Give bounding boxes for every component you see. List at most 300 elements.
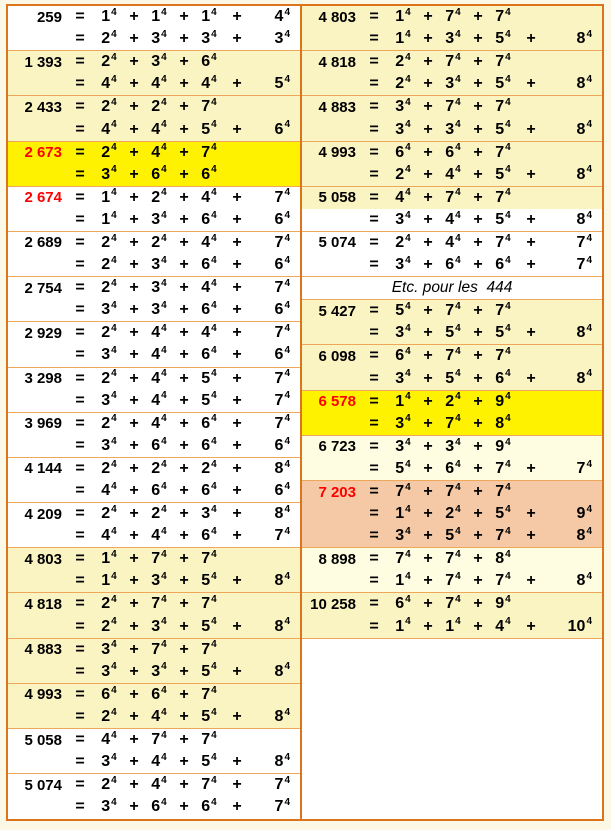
power-term (194, 776, 224, 794)
equals-sign: = (369, 75, 379, 93)
term-base: 3 (151, 53, 161, 71)
term-base: 4 (201, 233, 211, 251)
equals-sign: = (75, 505, 85, 523)
power-term (388, 256, 418, 274)
equals-sign: = (75, 233, 85, 251)
exponent: 4 (111, 97, 117, 109)
power-term (144, 301, 174, 319)
power-term (388, 415, 418, 433)
number-label: 4 883 (318, 98, 356, 116)
number-group (8, 96, 300, 141)
power-term (250, 776, 300, 794)
term-base: 2 (101, 459, 111, 477)
exponent: 4 (161, 97, 167, 109)
power-term (438, 347, 468, 365)
exponent: 4 (405, 458, 411, 470)
term-base: 7 (151, 550, 161, 568)
power-term (144, 279, 174, 297)
equation-line (302, 118, 602, 140)
term-base: 3 (445, 75, 455, 93)
number-group (8, 187, 300, 232)
exponent: 4 (455, 119, 461, 131)
equation-line (8, 322, 300, 344)
term-base: 4 (151, 143, 161, 161)
plus-sign: + (129, 550, 139, 568)
term-base: 4 (495, 617, 505, 635)
exponent: 4 (161, 28, 167, 40)
equation-line (8, 435, 300, 457)
plus-sign: + (473, 347, 483, 365)
number-label: 5 074 (24, 776, 62, 794)
plus-sign: + (179, 279, 189, 297)
plus-sign: + (179, 414, 189, 432)
exponent: 4 (111, 187, 117, 199)
exponent: 4 (111, 729, 117, 741)
equals-sign: = (75, 30, 85, 48)
plus-sign: + (129, 369, 139, 387)
exponent: 4 (111, 706, 117, 718)
plus-sign: + (473, 437, 483, 455)
term-base: 7 (201, 143, 211, 161)
power-term (144, 731, 174, 749)
term-base: 5 (445, 369, 455, 387)
equation-line (302, 593, 602, 615)
term-base: 3 (101, 798, 111, 816)
power-term (488, 144, 518, 162)
exponent: 4 (111, 594, 117, 606)
power-term (94, 211, 124, 229)
term-base: 2 (101, 505, 111, 523)
power-term (388, 527, 418, 545)
term-base: 7 (445, 572, 455, 590)
term-base: 5 (495, 505, 505, 523)
exponent: 4 (284, 119, 290, 131)
equation-line (8, 390, 300, 412)
plus-sign: + (179, 436, 189, 454)
power-term (144, 392, 174, 410)
power-term (544, 234, 602, 252)
term-base: 1 (395, 572, 405, 590)
power-term (438, 144, 468, 162)
power-term (388, 460, 418, 478)
term-base: 3 (151, 301, 161, 319)
fourth-powers-table (6, 4, 604, 821)
plus-sign: + (423, 8, 433, 26)
plus-sign: + (179, 595, 189, 613)
power-term (438, 53, 468, 71)
plus-sign: + (129, 505, 139, 523)
exponent: 4 (455, 571, 461, 583)
term-base: 7 (495, 572, 505, 590)
plus-sign: + (179, 165, 189, 183)
power-term (544, 211, 602, 229)
power-term (94, 301, 124, 319)
term-base: 4 (445, 210, 455, 228)
power-term (144, 121, 174, 139)
power-term (144, 189, 174, 207)
power-term (94, 731, 124, 749)
term-base: 4 (201, 75, 211, 93)
equals-sign: = (369, 210, 379, 228)
term-base: 8 (576, 324, 586, 342)
number-label: 6 723 (318, 438, 356, 456)
power-term (488, 166, 518, 184)
term-base: 7 (495, 143, 505, 161)
power-term (488, 438, 518, 456)
power-term (194, 144, 224, 162)
plus-sign: + (526, 210, 536, 228)
power-term (94, 527, 124, 545)
number-label: 5 058 (318, 189, 356, 207)
exponent: 4 (284, 413, 290, 425)
power-term (388, 618, 418, 636)
exponent: 4 (505, 51, 511, 63)
term-base: 7 (151, 731, 161, 749)
exponent: 4 (211, 164, 217, 176)
exponent: 4 (505, 458, 511, 470)
power-term (144, 346, 174, 364)
exponent: 4 (161, 706, 167, 718)
equals-sign: = (75, 391, 85, 409)
plus-sign: + (129, 120, 139, 138)
power-term (250, 460, 300, 478)
plus-sign: + (423, 324, 433, 342)
term-base: 3 (151, 256, 161, 274)
term-base: 5 (495, 165, 505, 183)
exponent: 4 (505, 187, 511, 199)
power-term (388, 302, 418, 320)
term-base: 5 (201, 662, 211, 680)
plus-sign: + (129, 776, 139, 794)
equals-sign: = (75, 753, 85, 771)
number-group (302, 481, 602, 548)
power-term (250, 8, 300, 26)
exponent: 4 (211, 525, 217, 537)
term-base: 3 (395, 120, 405, 138)
power-term (388, 572, 418, 590)
exponent: 4 (211, 97, 217, 109)
power-term (144, 708, 174, 726)
equals-sign: = (75, 707, 85, 725)
number-label: 2 689 (24, 234, 62, 252)
power-term (144, 166, 174, 184)
number-label: 6 578 (318, 393, 356, 411)
empty-area (302, 639, 602, 819)
plus-sign: + (179, 120, 189, 138)
exponent: 4 (211, 119, 217, 131)
plus-sign: + (473, 98, 483, 116)
plus-sign: + (473, 210, 483, 228)
term-base: 2 (151, 233, 161, 251)
term-base: 3 (274, 30, 284, 48)
equals-sign: = (369, 165, 379, 183)
power-term (144, 641, 174, 659)
term-base: 2 (101, 595, 111, 613)
equation-line (302, 209, 602, 231)
term-base: 7 (445, 53, 455, 71)
exponent: 4 (161, 751, 167, 763)
plus-sign: + (232, 279, 242, 297)
plus-sign: + (232, 662, 242, 680)
term-base: 7 (201, 550, 211, 568)
exponent: 4 (455, 74, 461, 85)
power-term (250, 234, 300, 252)
exponent: 4 (284, 616, 290, 628)
power-term (488, 572, 518, 590)
number-label: 7 203 (318, 483, 356, 501)
exponent: 4 (211, 548, 217, 560)
term-base: 4 (101, 482, 111, 500)
power-term (194, 415, 224, 433)
power-term (488, 302, 518, 320)
power-term (194, 301, 224, 319)
plus-sign: + (473, 392, 483, 410)
term-base: 6 (395, 347, 405, 365)
exponent: 4 (111, 119, 117, 131)
power-term (388, 53, 418, 71)
plus-sign: + (179, 731, 189, 749)
plus-sign: + (179, 30, 189, 48)
term-base: 1 (101, 188, 111, 206)
equation-line (302, 391, 602, 413)
number-group (8, 6, 300, 51)
equation-line (8, 525, 300, 547)
power-term (144, 527, 174, 545)
equals-sign: = (75, 798, 85, 816)
power-term (544, 527, 602, 545)
term-base: 8 (576, 369, 586, 387)
plus-sign: + (473, 414, 483, 432)
term-base: 1 (395, 30, 405, 48)
exponent: 4 (161, 390, 167, 402)
plus-sign: + (526, 233, 536, 251)
power-term (194, 572, 224, 590)
number-label: 4 993 (24, 686, 62, 704)
exponent: 4 (161, 164, 167, 176)
power-term (94, 753, 124, 771)
plus-sign: + (179, 798, 189, 816)
power-term (144, 415, 174, 433)
exponent: 4 (586, 368, 592, 380)
power-term (194, 460, 224, 478)
power-term (388, 211, 418, 229)
power-term (250, 505, 300, 523)
power-term (94, 346, 124, 364)
exponent: 4 (111, 368, 117, 380)
power-term (144, 437, 174, 455)
term-base: 7 (445, 347, 455, 365)
equals-sign: = (369, 617, 379, 635)
power-term (94, 595, 124, 613)
exponent: 4 (505, 209, 511, 221)
power-term (144, 8, 174, 26)
term-base: 3 (101, 753, 111, 771)
plus-sign: + (423, 459, 433, 477)
equals-sign: = (369, 233, 379, 251)
term-base: 7 (445, 302, 455, 320)
number-label: 4 993 (318, 144, 356, 162)
number-label: 10 258 (310, 595, 356, 613)
power-term (194, 618, 224, 636)
term-base: 6 (495, 256, 505, 274)
term-base: 2 (101, 98, 111, 116)
plus-sign: + (423, 572, 433, 590)
plus-sign: + (423, 120, 433, 138)
exponent: 4 (455, 594, 461, 606)
plus-sign: + (179, 707, 189, 725)
exponent: 4 (405, 616, 411, 628)
equation-line (302, 345, 602, 367)
exponent: 4 (284, 6, 290, 18)
term-base: 7 (201, 595, 211, 613)
exponent: 4 (505, 346, 511, 358)
power-term (488, 527, 518, 545)
exponent: 4 (455, 28, 461, 40)
power-term (544, 460, 602, 478)
term-base: 6 (151, 165, 161, 183)
power-term (250, 392, 300, 410)
exponent: 4 (405, 164, 411, 176)
exponent: 4 (211, 187, 217, 199)
exponent: 4 (455, 458, 461, 470)
term-base: 5 (495, 210, 505, 228)
exponent: 4 (284, 435, 290, 447)
term-base: 8 (576, 75, 586, 93)
term-base: 6 (151, 436, 161, 454)
exponent: 4 (284, 390, 290, 402)
exponent: 4 (405, 594, 411, 606)
exponent: 4 (455, 346, 461, 358)
exponent: 4 (111, 28, 117, 40)
power-term (488, 483, 518, 501)
power-term (388, 483, 418, 501)
exponent: 4 (405, 300, 411, 312)
power-term (388, 347, 418, 365)
number-label: 1 393 (24, 53, 62, 71)
term-base: 3 (201, 30, 211, 48)
number-label: 4 144 (24, 460, 62, 478)
term-base: 7 (495, 8, 505, 26)
plus-sign: + (129, 527, 139, 545)
equation-line (8, 344, 300, 366)
number-label: 4 803 (318, 8, 356, 26)
exponent: 4 (161, 729, 167, 741)
power-term (438, 302, 468, 320)
power-term (94, 75, 124, 93)
number-group (302, 96, 602, 141)
exponent: 4 (586, 458, 592, 470)
plus-sign: + (179, 233, 189, 251)
term-base: 6 (274, 120, 284, 138)
exponent: 4 (111, 571, 117, 583)
term-base: 6 (201, 53, 211, 71)
number-group (8, 232, 300, 277)
exponent: 4 (455, 548, 461, 560)
exponent: 4 (211, 368, 217, 380)
power-term (194, 753, 224, 771)
exponent: 4 (586, 571, 592, 583)
term-base: 8 (576, 572, 586, 590)
term-base: 1 (445, 617, 455, 635)
number-label: 4 209 (24, 505, 62, 523)
exponent: 4 (111, 458, 117, 470)
term-base: 7 (274, 233, 284, 251)
equation-line (302, 481, 602, 503)
power-term (488, 189, 518, 207)
equation-line (302, 503, 602, 525)
exponent: 4 (405, 548, 411, 560)
power-term (250, 798, 300, 816)
number-label: 2 674 (24, 189, 62, 207)
term-base: 6 (201, 527, 211, 545)
plus-sign: + (232, 256, 242, 274)
term-base: 9 (495, 392, 505, 410)
term-base: 6 (274, 301, 284, 319)
power-term (194, 211, 224, 229)
equation-line (8, 187, 300, 209)
power-term (488, 460, 518, 478)
equation-line (302, 51, 602, 73)
term-base: 7 (495, 53, 505, 71)
equals-sign: = (369, 188, 379, 206)
equals-sign: = (75, 572, 85, 590)
equals-sign: = (75, 662, 85, 680)
plus-sign: + (129, 165, 139, 183)
power-term (94, 415, 124, 433)
term-base: 4 (101, 75, 111, 93)
number-group (302, 142, 602, 187)
exponent: 4 (586, 74, 592, 85)
power-term (388, 144, 418, 162)
term-base: 10 (567, 617, 586, 635)
term-base: 7 (445, 595, 455, 613)
term-base: 5 (274, 75, 284, 93)
plus-sign: + (179, 753, 189, 771)
power-term (488, 595, 518, 613)
plus-sign: + (423, 75, 433, 93)
power-term (488, 121, 518, 139)
power-term (438, 8, 468, 26)
power-term (388, 595, 418, 613)
number-group (8, 684, 300, 729)
equals-sign: = (369, 459, 379, 477)
plus-sign: + (423, 256, 433, 274)
term-base: 6 (201, 165, 211, 183)
exponent: 4 (405, 503, 411, 515)
equals-sign: = (75, 482, 85, 500)
equals-sign: = (369, 347, 379, 365)
exponent: 4 (284, 480, 290, 492)
exponent: 4 (161, 368, 167, 380)
equals-sign: = (75, 369, 85, 387)
power-term (488, 550, 518, 568)
exponent: 4 (455, 97, 461, 109)
equation-line (8, 593, 300, 615)
power-term (144, 663, 174, 681)
power-term (250, 618, 300, 636)
plus-sign: + (179, 188, 189, 206)
power-term (250, 572, 300, 590)
power-term (144, 324, 174, 342)
power-term (438, 505, 468, 523)
exponent: 4 (455, 391, 461, 403)
exponent: 4 (455, 413, 461, 425)
number-label: 5 074 (318, 234, 356, 252)
number-group (302, 436, 602, 481)
etc-note: Etc. pour les 444 (391, 279, 513, 297)
term-base: 5 (201, 753, 211, 771)
exponent: 4 (211, 435, 217, 447)
